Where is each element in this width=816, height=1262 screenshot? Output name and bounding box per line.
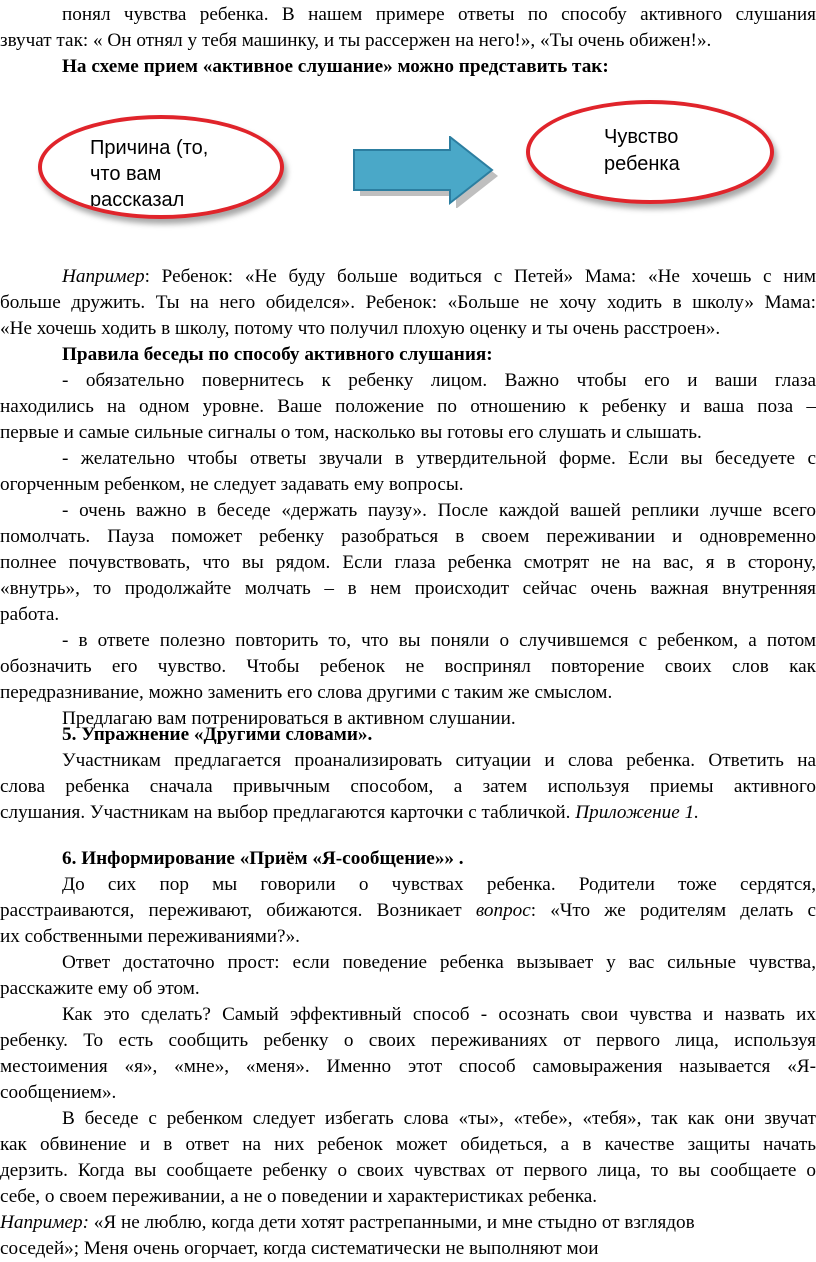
- feeling-line: ребенка: [604, 153, 680, 175]
- text-line: «внутрь», то продолжайте молчать – в нем происходит сейчас очень важная внутренняя: [0, 578, 816, 599]
- text-line: огорченным ребенком, не следует задавать ему вопросы.: [0, 474, 464, 495]
- text-line: полнее почувствовать, что вы рядом. Если глаза ребенка смотрят не на вас, я в сторону,: [0, 552, 816, 573]
- text-line: ребенку. То есть сообщить ребенку о своих переживаниях от первого лица, используя: [0, 1030, 816, 1051]
- text-line: «Не хочешь ходить в школу, потому что получил плохую оценку и ты очень расстроен».: [0, 318, 721, 339]
- text-line: работа.: [0, 604, 60, 625]
- text-line: - в ответе полезно повторить то, что вы поняли о случившемся с ребенком, а потом: [62, 630, 816, 651]
- text-line: В беседе с ребенком следует избегать слова «ты», «тебе», «тебя», так как они звучат: [62, 1108, 816, 1129]
- text-line: Как это сделать? Самый эффективный способ - осознать свои чувства и назвать их: [62, 1004, 816, 1025]
- text-line: дерзить. Когда вы сообщаете ребенку о своих чувствах от первого лица, то вы сообщаете о: [0, 1160, 816, 1181]
- rules-section: [0, 342, 816, 732]
- text-line: понял чувства ребенка. В нашем примере ответы по способу активного слушания: [62, 4, 816, 25]
- section-6: [0, 846, 816, 1262]
- active-listening-diagram: [0, 100, 816, 230]
- text-line: слова ребенка сначала привычным способом, а затем используя приемы активного: [0, 776, 816, 797]
- text-line: сообщением».: [0, 1082, 117, 1103]
- rules-heading: Правила беседы по способу активного слушания:: [62, 344, 493, 365]
- cause-line: рассказал: [90, 189, 185, 211]
- text-line: первые и самые сильные сигналы о том, насколько вы готовы его слушать и слышать.: [0, 422, 702, 443]
- text-line: расскажите ему об этом.: [0, 978, 200, 999]
- text-line: звучат так: « Он отнял у тебя машинку, и ты рассержен на него!», «Ты очень обижен!».: [0, 30, 712, 51]
- text-line: как обвинение и в ответ на них ребенок может обидеться, а в качестве защиты начать: [0, 1134, 816, 1155]
- text-line: - желательно чтобы ответы звучали в утвердительной форме. Если вы беседуете с: [62, 448, 816, 469]
- text-line: себе, о своем переживании, а не о поведении и характеристиках ребенка.: [0, 1186, 598, 1207]
- example-paragraph: [0, 264, 816, 342]
- text-line: находились на одном уровне. Ваше положение по отношению к ребенку и ваша поза –: [0, 396, 816, 417]
- text-line: расстраиваются, переживают, обижаются. Возникает вопрос: «Что же родителям делать с: [0, 900, 816, 921]
- text-line: обозначить его чувство. Чтобы ребенок не воспринял повторение своих слов как: [0, 656, 816, 677]
- exercise-5-section: [0, 722, 816, 826]
- exercise-5-heading: 5. Упражнение «Другими словами».: [62, 724, 373, 745]
- text-line: больше дружить. Ты на него обиделся». Ребенок: «Больше не хочу ходить в школу» Мама:: [0, 292, 816, 313]
- arrow-right-icon: [352, 136, 502, 208]
- text-line: помолчать. Пауза поможет ребенку разобраться в своем переживании и одновременно: [0, 526, 816, 547]
- text-line: Участникам предлагается проанализировать ситуации и слова ребенка. Ответить на: [62, 750, 816, 771]
- text-line: До сих пор мы говорили о чувствах ребенка. Родители тоже сердятся,: [62, 874, 816, 895]
- text-line: Предлагаю вам потренироваться в активном слушании.: [62, 708, 516, 729]
- text-line: местоимения «я», «мне», «меня». Именно этот способ самовыражения называется «Я-: [0, 1056, 816, 1077]
- text-line: - обязательно повернитесь к ребенку лицом. Важно чтобы его и ваши глаза: [62, 370, 816, 391]
- scheme-heading: На схеме прием «активное слушание» можно представить так:: [62, 56, 609, 77]
- text-line: Ответ достаточно прост: если поведение ребенка вызывает у вас сильные чувства,: [62, 952, 816, 973]
- section-6-heading: 6. Информирование «Приём «Я-сообщение»» .: [62, 848, 464, 869]
- cause-line: что вам: [90, 163, 162, 185]
- example-label: Например: [62, 266, 145, 287]
- text-line: соседей»; Меня очень огорчает, когда систематически не выполняют мои: [0, 1238, 599, 1259]
- text-line: их собственными переживаниями?».: [0, 926, 300, 947]
- text-line: Например: Ребенок: «Не буду больше водиться с Петей» Мама: «Не хочешь с ним: [62, 266, 816, 287]
- text-line: - очень важно в беседе «держать паузу». После каждой вашей реплики лучше всего: [62, 500, 816, 521]
- feeling-oval: [526, 100, 774, 204]
- text-line: передразнивание, можно заменить его слова другими с таким же смыслом.: [0, 682, 613, 703]
- feeling-line: Чувство: [604, 126, 679, 148]
- intro-paragraph: [0, 2, 816, 80]
- text-line: Например: «Я не люблю, когда дети хотят растрепанными, и мне стыдно от взглядов: [0, 1212, 695, 1233]
- cause-line: Причина (то,: [90, 137, 209, 159]
- text-line: слушания. Участникам на выбор предлагаются карточки с табличкой. Приложение 1.: [0, 802, 699, 823]
- example-label: Например:: [0, 1212, 89, 1233]
- appendix-ref: Приложение 1.: [575, 802, 699, 823]
- cause-oval: [38, 115, 284, 219]
